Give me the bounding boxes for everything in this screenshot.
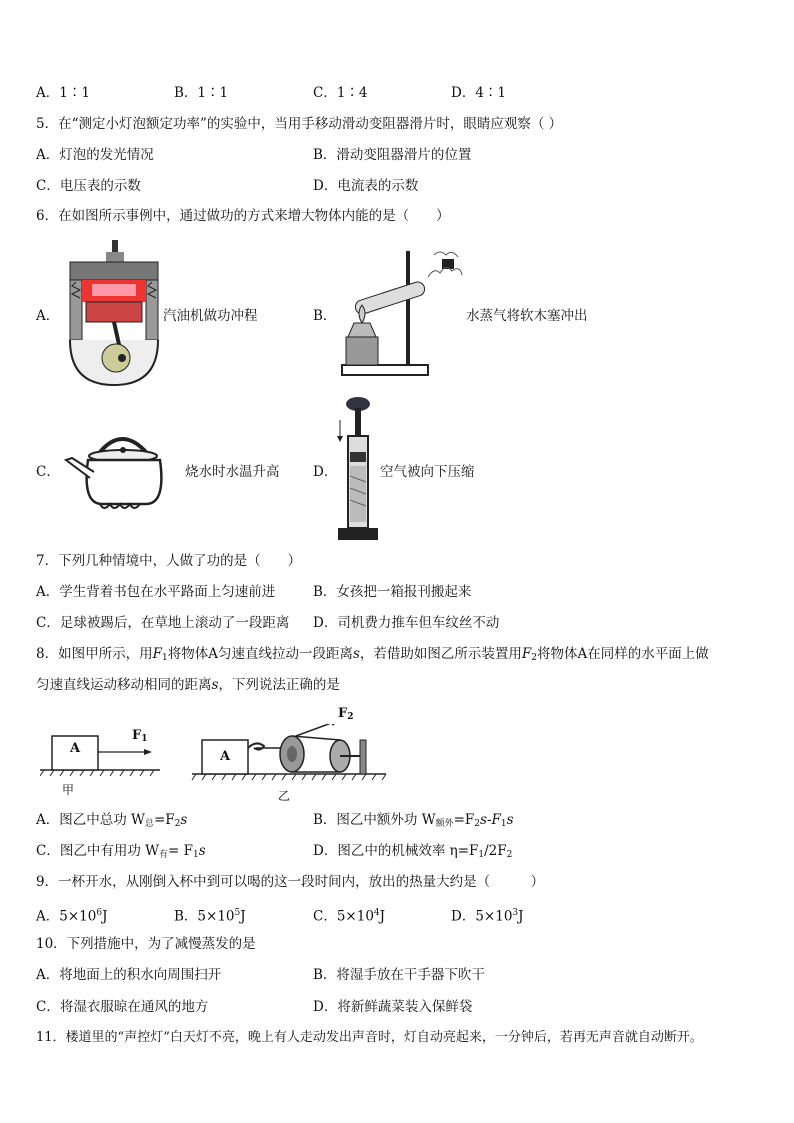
test-tube-figure (340, 247, 466, 379)
q9-option-c: C．$5\times 10^4J$ (313, 908, 386, 925)
q7-option-d: D．司机费力推车但车纹丝不动 (313, 615, 500, 631)
q8-option-d: D．图乙中的机械效率 $\eta=F_1/2F_2$ (313, 843, 513, 860)
kettle-figure (62, 430, 184, 514)
q10-stem: 10．下列措施中，为了减慢蒸发的是 (36, 936, 256, 952)
q7-option-b: B．女孩把一箱报刊搬起来 (313, 584, 472, 600)
q8-fig-label-jia: 甲 (62, 783, 75, 797)
q10-option-a: A．将地面上的积水向周围扫开 (36, 967, 222, 983)
q8-fig-block-a-jia: A (70, 741, 81, 756)
q6-caption-b: 水蒸气将软木塞冲出 (466, 308, 588, 324)
q5-option-a: A．灯泡的发光情况 (36, 147, 154, 163)
q5-option-d: D．电流表的示数 (313, 178, 419, 194)
q9-option-d: D．$5\times 10^3J$ (451, 908, 524, 925)
q4-option-c: C．1∶4 (313, 85, 368, 101)
q7-option-a: A．学生背着书包在水平路面上匀速前进 (36, 584, 276, 600)
q4-option-a: A．1∶1 (36, 85, 90, 101)
q8-option-c: C．图乙中有用功 $W_有= F_1s$ (36, 843, 206, 860)
q10-option-b: B．将湿手放在干手器下吹干 (313, 967, 485, 983)
q4-option-d: D．4∶1 (451, 85, 507, 101)
q5-option-c: C．电压表的示数 (36, 178, 141, 194)
q7-stem: 7．下列几种情境中，人做了功的是（ ） (36, 553, 302, 569)
q10-option-d: D．将新鲜蔬菜装入保鲜袋 (313, 999, 473, 1015)
q8-fig-block-a-yi: A (220, 749, 231, 764)
air-pump-figure (336, 396, 380, 542)
q9-option-b: B．$5\times 10^5J$ (174, 908, 246, 925)
q8-option-a: A．图乙中总功 $W_总=F_2s$ (36, 812, 188, 829)
q8-fig-label-yi: 乙 (278, 789, 291, 803)
q8-fig-f2-label: $F_2$ (338, 706, 354, 722)
q8-figure (40, 724, 394, 800)
engine-figure (62, 240, 166, 390)
q6-letter-d: D． (313, 464, 338, 480)
q6-caption-d: 空气被向下压缩 (380, 464, 475, 480)
q6-letter-a: A． (36, 308, 60, 324)
q6-caption-c: 烧水时水温升高 (185, 464, 280, 480)
q10-option-c: C．将湿衣服晾在通风的地方 (36, 999, 209, 1015)
q8-fig-f1-label: $F_1$ (132, 728, 148, 744)
q5-option-b: B．滑动变阻器滑片的位置 (313, 147, 472, 163)
q8-option-b: B．图乙中额外功 $W_{额外}=F_2s-F_1s$ (313, 812, 514, 829)
q8-stem-line2: 匀速直线运动移动相同的距离s，下列说法正确的是 (36, 677, 340, 693)
q9-stem: 9．一杯开水，从刚倒入杯中到可以喝的这一段时间内，放出的热量大约是（ ） (36, 874, 545, 890)
q6-letter-c: C． (36, 464, 60, 480)
q5-stem: 5．在“测定小灯泡额定功率”的实验中，当用手移动滑动变阻器滑片时，眼睛应观察（ ） (36, 116, 563, 132)
q4-option-b: B．1∶1 (174, 85, 229, 101)
q6-stem: 6．在如图所示事例中，通过做功的方式来增大物体内能的是（ ） (36, 208, 450, 224)
q7-option-c: C．足球被踢后，在草地上滚动了一段距离 (36, 615, 290, 631)
q6-caption-a: 汽油机做功冲程 (163, 308, 258, 324)
q9-option-a: A．$5\times 10^6J$ (36, 908, 108, 925)
q6-letter-b: B． (313, 308, 337, 324)
q11-stem: 11．楼道里的“声控灯”白天灯不亮，晚上有人走动发出声音时，灯自动亮起来，一分钟后，若再无声音就自动断开。 (36, 1030, 703, 1045)
q8-stem-line1: 8．如图甲所示，用$F_1$将物体A匀速直线拉动一段距离s，若借助如图乙所示装置用$F_2$将物体A在同样的水平面上做 (36, 646, 709, 663)
